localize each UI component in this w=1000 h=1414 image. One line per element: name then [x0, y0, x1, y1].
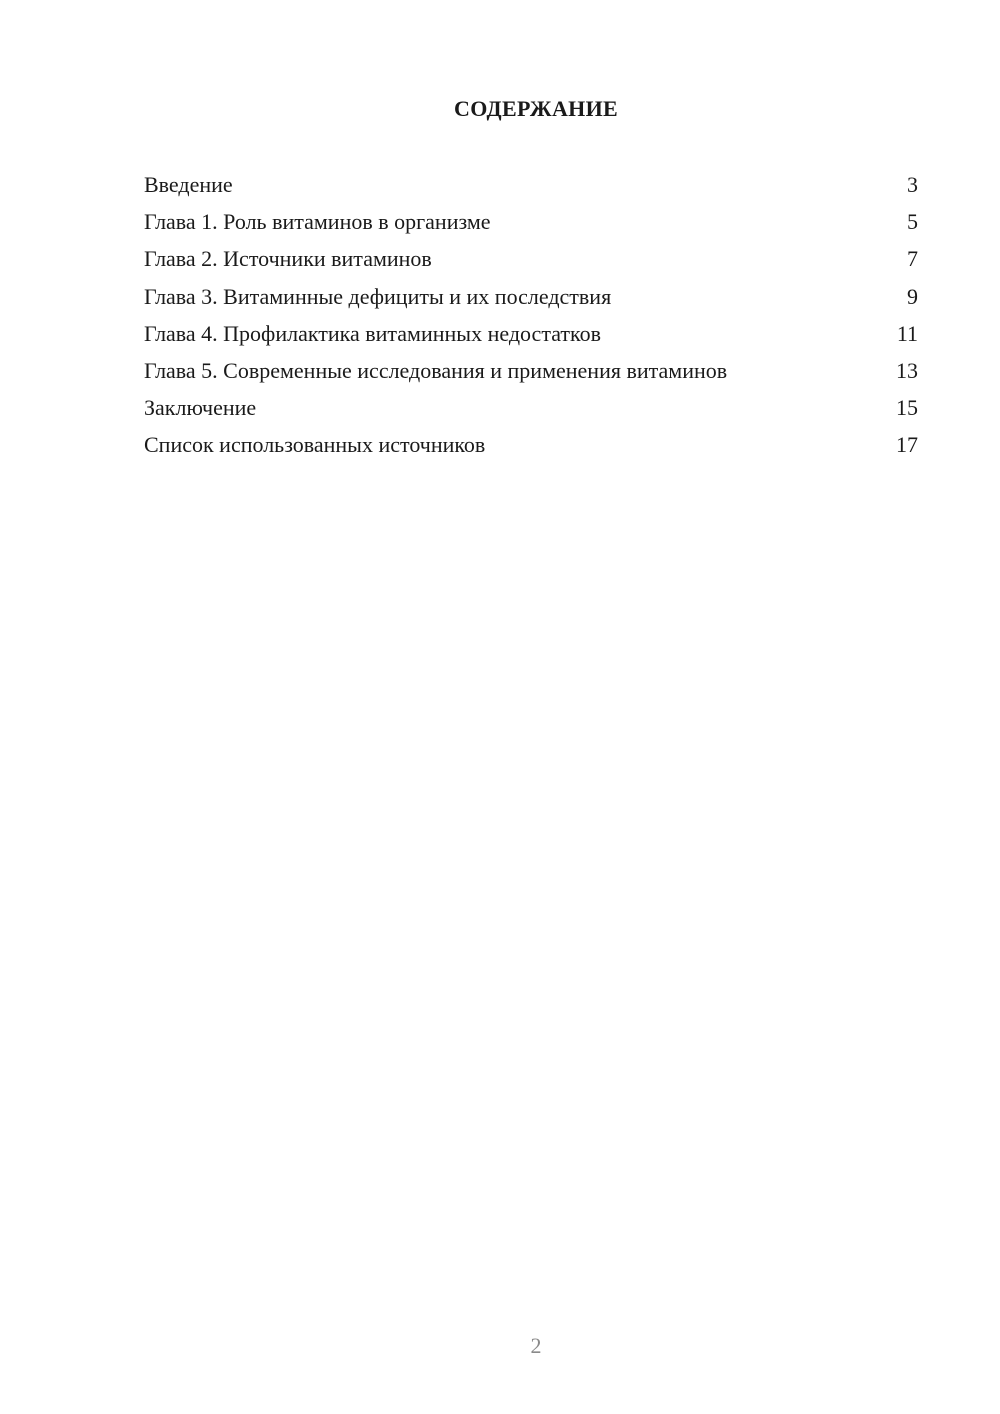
- page-number: 2: [530, 1333, 542, 1358]
- toc-entry-page: 13: [896, 357, 918, 383]
- toc-entry-chapter-1[interactable]: [144, 207, 918, 244]
- toc-entry-label: Глава 3. Витаминные дефициты и их последствия: [144, 283, 612, 309]
- toc-entry-label: Список использованных источников: [144, 432, 486, 458]
- toc-entry-page: 17: [896, 432, 918, 458]
- toc-entry-label: Введение: [144, 172, 233, 197]
- toc-entry-label: Заключение: [144, 395, 257, 421]
- toc-entry-label: Глава 4. Профилактика витаминных недостатков: [144, 320, 601, 346]
- toc-entry-conclusion[interactable]: [144, 393, 918, 430]
- toc-entry-chapter-2[interactable]: [144, 244, 918, 281]
- toc-entry-label: Глава 2. Источники витаминов: [144, 246, 432, 272]
- toc-entry-chapter-3[interactable]: [144, 282, 918, 319]
- toc-entry-page: 9: [907, 283, 918, 309]
- toc-entry-label: Глава 1. Роль витаминов в организме: [144, 209, 491, 235]
- toc-title: СОДЕРЖАНИЕ: [454, 96, 618, 121]
- toc-entry-page: 7: [907, 246, 918, 272]
- table-of-contents: [144, 170, 918, 468]
- toc-entry-page: 11: [896, 320, 918, 346]
- toc-entry-page: 5: [907, 209, 918, 235]
- toc-entry-page: 15: [896, 395, 918, 421]
- toc-entry-page: 3: [907, 172, 918, 197]
- toc-entry-chapter-4[interactable]: [144, 319, 918, 356]
- toc-entry-introduction[interactable]: [144, 170, 918, 207]
- toc-entry-label: Глава 5. Современные исследования и применения витаминов: [144, 357, 728, 383]
- toc-entry-references[interactable]: [144, 430, 918, 467]
- toc-entry-chapter-5[interactable]: [144, 356, 918, 393]
